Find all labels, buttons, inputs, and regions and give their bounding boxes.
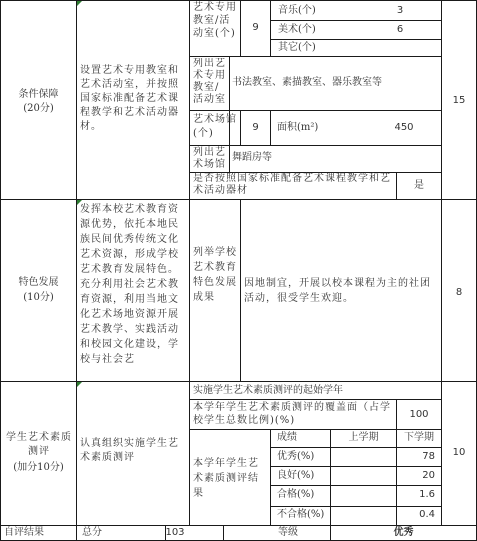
grade-value: 优秀 xyxy=(393,527,414,538)
cell-marker-3 xyxy=(77,382,82,387)
list-rooms-label: 列出艺术专用教室/活动室 xyxy=(193,58,226,105)
section3-category: 学生艺术素质测评 xyxy=(6,432,72,457)
total-value: 103 xyxy=(165,527,185,538)
coverage-value: 100 xyxy=(409,409,429,420)
section2-standard: 发挥本校艺术教育资源优势，依托本地民族民间优秀传统文化艺术资源，形成学校艺术教育发展特色。充分利用社会艺术教育资源，利用当地文化艺术场地资源开展艺术教学、实践活动和校园文化建设，学校与社会艺 xyxy=(80,204,179,365)
section1-points: (20分) xyxy=(23,103,54,114)
section2-item-label: 列举学校艺术教育特色发展成果 xyxy=(193,247,237,303)
result-row-second: 20 xyxy=(422,470,435,481)
art-value: 6 xyxy=(396,24,404,35)
list-venue-label: 列出艺术场馆 xyxy=(193,147,226,170)
cell-marker-1 xyxy=(77,1,82,6)
other-label: 其它(个) xyxy=(278,42,316,53)
result-row-second: 78 xyxy=(422,451,435,462)
list-venue-value: 舞蹈房等 xyxy=(232,152,272,163)
result-row-label: 不合格(%) xyxy=(277,509,325,520)
art-label: 美术(个) xyxy=(278,24,316,35)
result-row-label: 良好(%) xyxy=(277,470,315,481)
section3-score: 10 xyxy=(452,447,466,458)
result-row-label: 优秀(%) xyxy=(277,451,315,462)
room-count: 9 xyxy=(252,22,259,33)
total-label: 总分 xyxy=(82,527,102,538)
col-grade: 成绩 xyxy=(277,432,297,443)
list-rooms-value: 书法教室、素描教室、器乐教室等 xyxy=(232,77,382,88)
col-first: 上学期 xyxy=(348,432,379,443)
section3-points: (加分10分) xyxy=(13,462,64,473)
col-second: 下学期 xyxy=(404,432,434,443)
footer-label: 自评结果 xyxy=(4,527,44,538)
section2-category: 特色发展 xyxy=(18,277,59,288)
section2-points: (10分) xyxy=(23,292,54,303)
result-label: 本学年学生艺术素质测评结果 xyxy=(193,458,259,499)
music-label: 音乐(个) xyxy=(278,5,316,16)
room-label: 艺术专用教室/活动室(个) xyxy=(193,2,237,39)
equip-answer: 是 xyxy=(414,180,424,191)
result-row-second: 1.6 xyxy=(419,489,435,500)
coverage-label: 本学年学生艺术素质测评的覆盖面（占学校学生总数比例)(%) xyxy=(193,402,391,426)
area-value: 450 xyxy=(394,122,414,133)
section1-score: 15 xyxy=(452,95,466,106)
music-value: 3 xyxy=(396,5,404,16)
venue-count: 9 xyxy=(252,122,259,133)
section3-standard: 认真组织实施学生艺术素质测评 xyxy=(80,438,179,463)
venue-label: 艺术场馆(个) xyxy=(193,114,237,139)
result-row-label: 合格(%) xyxy=(277,489,315,500)
grade-label: 等级 xyxy=(278,527,298,538)
area-label: 面积(m²) xyxy=(277,122,319,133)
section2-item-value: 因地制宜，开展以校本课程为主的社团活动，很受学生欢迎。 xyxy=(244,278,431,304)
section1-category: 条件保障 xyxy=(18,89,59,100)
result-row-second: 0.4 xyxy=(419,509,435,520)
equip-question: 是否按照国家标准配备艺术课程教学和艺术活动器材 xyxy=(193,173,391,196)
section1-standard: 设置艺术专用教室和艺术活动室，并按照国家标准配备艺术课程教学和艺术活动器材。 xyxy=(80,65,179,132)
start-year-label: 实施学生艺术素质测评的起始学年 xyxy=(193,385,343,396)
section2-score: 8 xyxy=(455,287,463,298)
